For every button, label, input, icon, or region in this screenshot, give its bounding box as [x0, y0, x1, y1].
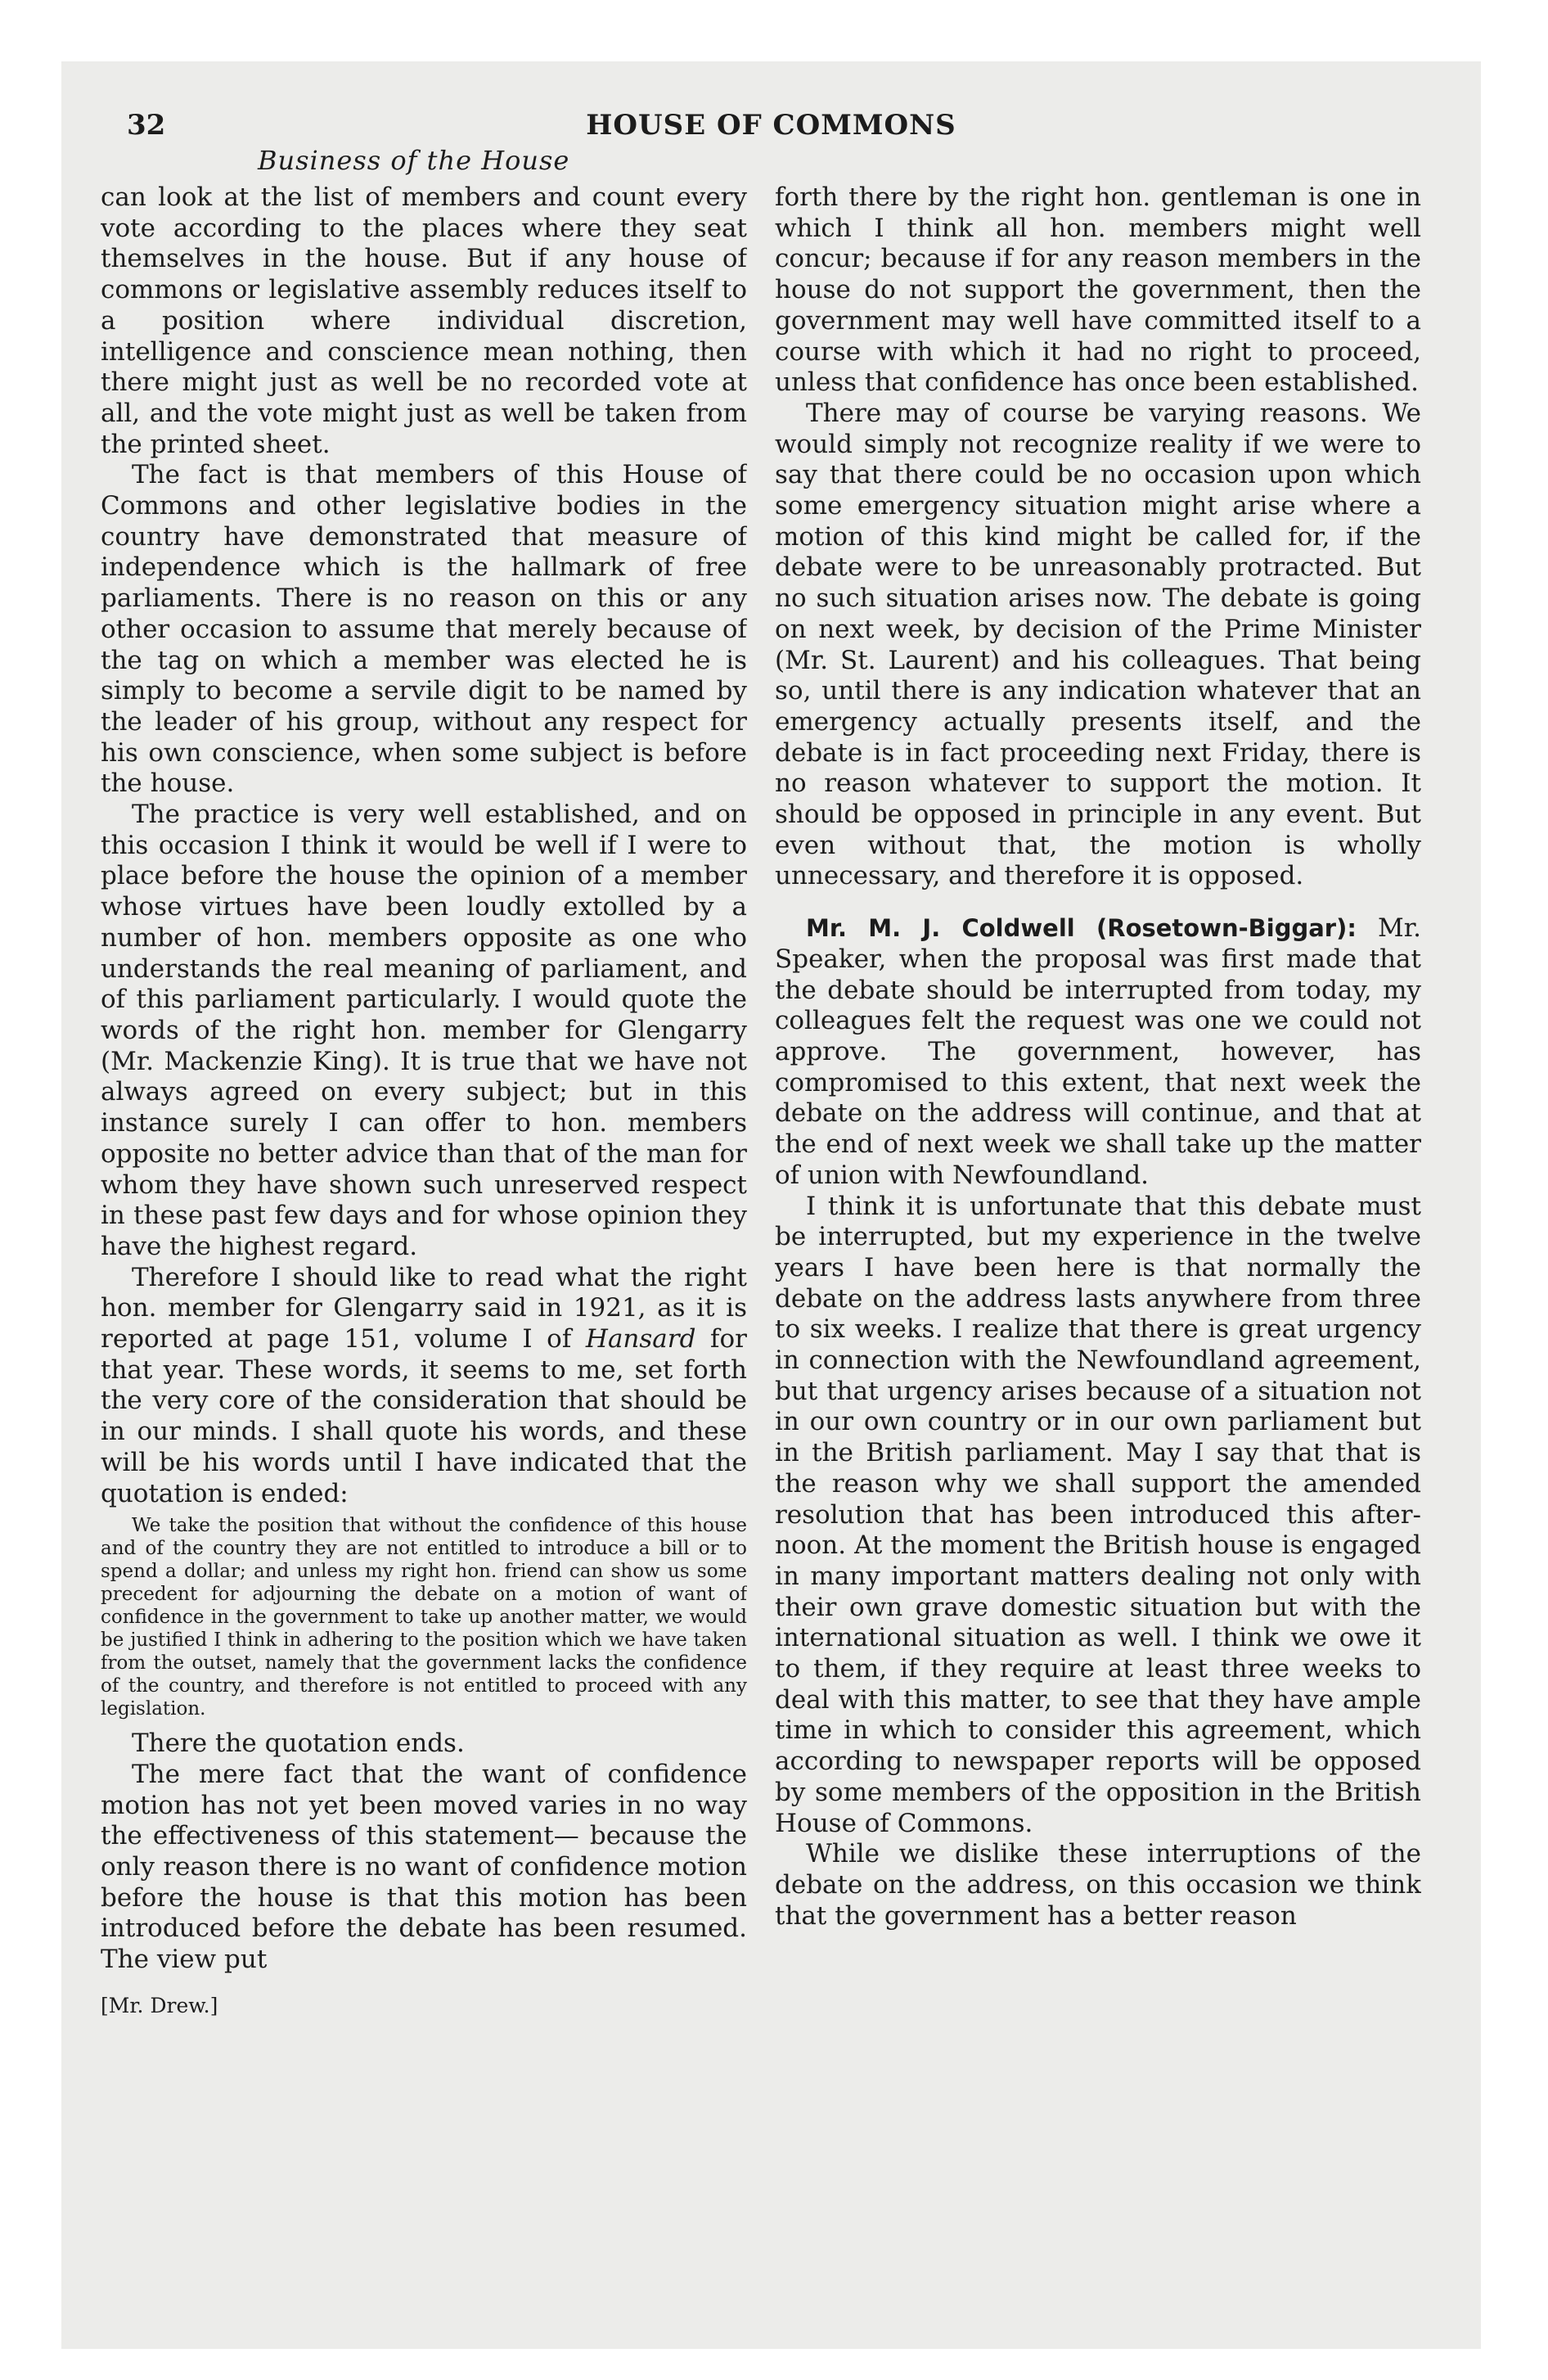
speaker-name: Mr. M. J. Coldwell (Rosetown-Biggar):: [806, 914, 1357, 943]
right-paragraph-2: There may of course be varying reasons. We would simply not recognize reality if we were to say that there could be no occasion upon which some emergency situation might arise where a motion of this kind might be called for, if the debate were to be unreasonably protracted. But no such situation arises now. The debate is going on next week, by decision of the Prime Minister (Mr. St. Laurent) and his colleagues. That being so, until there is any indication whatever that an emergency actually presents itself, and the debate is in fact proceeding next Friday, there is no reason whatever to support the motion. It should be opposed in principle in any event. But even without that, the motion is wholly unnecessary, and therefore it is opposed.: [775, 398, 1421, 891]
left-paragraph-5: There the quotation ends.: [132, 1729, 465, 1759]
right-paragraph-1: forth there by the right hon. gentleman is one in which I think all hon. members might well concur; because if for any reason members in the house do not support the government, then the government may well have committed itself to a course with which it had no right to proceed, unless that confidence has once been established.: [775, 183, 1421, 398]
speaker-attribution: [Mr. Drew.]: [101, 1993, 218, 2017]
running-head: HOUSE OF COMMONS: [586, 109, 956, 142]
left-paragraph-4-part-1: Therefore I should like to read what the right hon. member for Glengarry said in 1921, as it is reported at page 151, volume I of: [101, 1262, 747, 1355]
page-sheet: [61, 61, 1481, 2349]
left-paragraph-4: [101, 1263, 747, 1510]
right-paragraph-3: [775, 913, 1421, 1191]
left-paragraph-6: The mere fact that the want of confidence motion has not yet been moved varies in no way the effectiveness of this statement— because the only reason there is no want of confidence motion before the house is that this motion has been introduced before the debate has been resumed. The view put: [101, 1759, 747, 1975]
page-number: 32: [127, 109, 166, 142]
block-quotation: We take the position that without the confidence of this house and of the country they are not entitled to introduce a bill or to spend a dollar; and unless my right hon. friend can show us some precedent for adjourning the debate on a motion of want of confidence in the government to take up another matter, we would be justified I think in adhering to the position which we have taken from the outset, namely that the government lacks the confidence of the country, and therefore is not entitled to proceed with any legislation.: [101, 1515, 747, 1720]
left-paragraph-1: can look at the list of members and count every vote according to the places where they seat themselves in the house. But if any house of commons or legislative assembly reduces itself to a position where individual discretion, intelligence and conscience mean nothing, then there might just as well be no recorded vote at all, and the vote might just as well be taken from the printed sheet.: [101, 183, 747, 459]
right-paragraph-4: I think it is unfortunate that this debate must be interrupted, but my experience in the twelve years I have been here is that normally the debate on the address lasts anywhere from three to six weeks. I realize that there is great urgency in connection with the Newfoundland agreement, but that urgency arises because of a situation not in our own country or in our own parliament but in the British parliament. May I say that that is the reason why we shall support the amended resolution that has been introduced this afternoon. At the moment the British house is engaged in many important matters dealing not only with their own grave domestic situation but with the international situation as well. I think we owe it to them, if they require at least three weeks to deal with this matter, to see that they have ample time in which to consider this agreement, which according to newspaper reports will be opposed by some members of the opposition in the British House of Commons.: [775, 1191, 1421, 1838]
left-paragraph-4-part-2: for that year. These words, it seems to me, set forth the very core of the consideration that should be in our minds. I shall quote his words, and these will be his words until I have indicated that the quotation is ended:: [101, 1324, 747, 1508]
right-paragraph-3-text: Mr. Speaker, when the proposal was first made that the debate should be interrupted from today, my colleagues felt the request was one we could not approve. The government, however, has compromised to this extent, that next week the debate on the address will continue, and that at the end of next week we shall take up the matter of union with Newfoundland.: [775, 913, 1421, 1190]
right-paragraph-5: While we dislike these interruptions of the debate on the address, on this occasion we think that the government has a better reason: [775, 1839, 1421, 1931]
right-column: [775, 183, 1421, 2278]
left-paragraph-3: The practice is very well established, and on this occasion I think it would be well if I were to place before the house the opinion of a member whose virtues have been loudly extolled by a number of hon. members opposite as one who understands the real meaning of parliament, and of this parliament particularly. I would quote the words of the right hon. member for Glengarry (Mr. Mackenzie King). It is true that we have not always agreed on every subject; but in this instance surely I can offer to hon. members opposite no better advice than that of the man for whom they have shown such unreserved respect in these past few days and for whose opinion they have the highest regard.: [101, 800, 747, 1261]
section-title: Business of the House: [258, 145, 570, 176]
hansard-title: Hansard: [585, 1324, 696, 1355]
left-paragraph-2: The fact is that members of this House of Commons and other legislative bodies in the country have demonstrated that measure of independence which is the hallmark of free parliaments. There is no reason on this or any other occasion to assume that merely because of the tag on which a member was elected he is simply to become a servile digit to be named by the leader of his group, without any respect for his own conscience, when some subject is before the house.: [101, 460, 747, 799]
left-column: [101, 183, 747, 2278]
